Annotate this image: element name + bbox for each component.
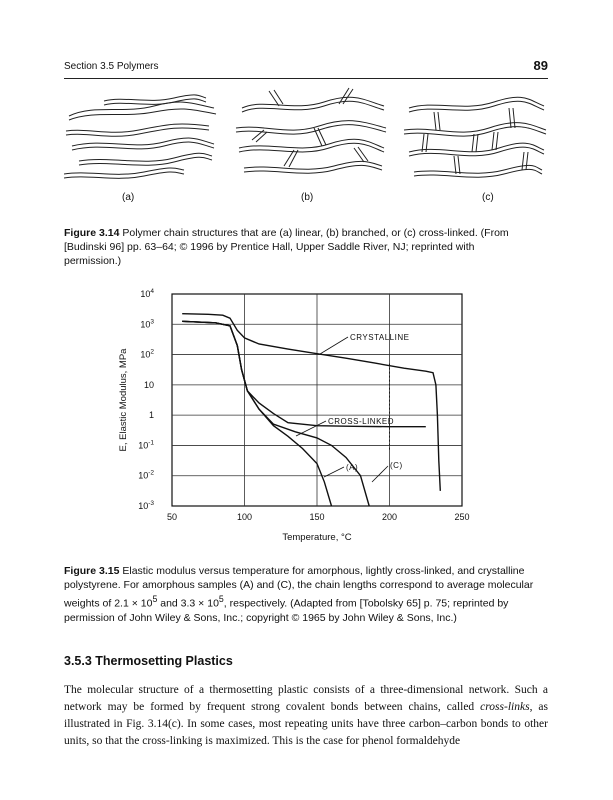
series-label-1: CROSS-LINKED xyxy=(328,417,395,426)
y-tick-label: $10^{-3}$ xyxy=(138,500,154,511)
body-paragraph xyxy=(64,682,548,750)
series-line-2 xyxy=(182,321,331,506)
y-tick-label: $10^3$ xyxy=(140,318,154,330)
x-tick-label: 200 xyxy=(381,512,398,522)
y-tick-label: 10 xyxy=(143,379,154,390)
leader-cross-linked xyxy=(296,421,326,436)
figure-3-15-caption-exp-2: 5 xyxy=(218,594,224,604)
figure-3-15-caption-text-3: , respectively. (Adapted from [Tobolsky 65] p. 75; reprinted by permission of John Wiley & Sons, Inc.; copyright © 1965 by John Wiley & Sons, Inc.) xyxy=(64,597,509,624)
figure-3-14-caption xyxy=(64,226,534,268)
x-tick-label: 150 xyxy=(309,512,325,522)
chart-labels xyxy=(118,333,409,543)
leader-crystalline xyxy=(320,337,348,354)
x-tick-label: 250 xyxy=(454,512,470,522)
x-axis-label: Temperature, °C xyxy=(282,532,352,543)
x-tick-label: 50 xyxy=(166,512,178,522)
polymer-chain-structures-figure xyxy=(64,86,548,206)
figure-3-15-caption-exp-1: 5 xyxy=(152,594,158,604)
section-label: Section 3.5 Polymers xyxy=(64,61,159,72)
body-term-cross-links: cross-links xyxy=(480,701,530,713)
figure-3-15-label: Figure 3.15 xyxy=(64,565,120,577)
y-tick-label: $10^2$ xyxy=(140,348,154,360)
page-number: 89 xyxy=(533,58,548,73)
section-heading: 3.5.3 Thermosetting Plastics xyxy=(64,654,233,668)
branched-chains-drawing xyxy=(236,88,386,173)
figure-3-15-caption xyxy=(64,564,534,625)
chart-ticks xyxy=(138,288,469,522)
series-label-0: CRYSTALLINE xyxy=(350,333,410,342)
sublabel-a: (a) xyxy=(122,192,135,203)
running-header xyxy=(64,60,548,79)
y-axis-label: E, Elastic Modulus, MPa xyxy=(118,348,129,452)
y-tick-label: 1 xyxy=(148,410,154,421)
body-text-1: The molecular structure of a thermosetting plastic consists of a three-dimensional network. Such a network may be formed by frequent strong covalent bonds between chains, called xyxy=(64,684,548,713)
y-tick-label: $10^4$ xyxy=(140,288,154,299)
series-label-3: (C) xyxy=(390,461,403,470)
figure-3-14-label: Figure 3.14 xyxy=(64,227,120,239)
body-text-2: , as illustrated in Fig. 3.14(c). In some cases, most repeating units have three carbon–carbon bonds to other units, so that the cross-linking is maximized. This is the case for phenol formaldehyde xyxy=(64,701,548,747)
figure-3-15-caption-text-2: and 3.3 × 10 xyxy=(157,597,219,610)
elastic-modulus-chart-svg xyxy=(110,282,500,552)
leader-c xyxy=(372,466,388,482)
figure-3-15-caption-text-1: Elastic modulus versus temperature for amorphous, lightly cross-linked, and crystalline polystyrene. For amorphous samples (A) and (C), the chain lengths correspond to average molecular weights of 2.1 × 10 xyxy=(64,565,534,610)
series-line-3 xyxy=(182,321,369,506)
y-tick-label: $10^{-2}$ xyxy=(138,469,154,481)
chart-grid xyxy=(172,294,462,506)
y-tick-label: $10^{-1}$ xyxy=(138,439,154,451)
cross-linked-chains-drawing xyxy=(404,97,546,177)
sublabel-c: (c) xyxy=(482,192,494,203)
sublabel-b: (b) xyxy=(301,192,314,203)
linear-chains-drawing xyxy=(64,95,216,178)
figure-3-14-caption-text: Polymer chain structures that are (a) linear, (b) branched, or (c) cross-linked. (From [Budinski 96] pp. 63–64; © 1996 by Prentice Hall, Upper Saddle River, NJ; reprinted with permission.) xyxy=(64,227,509,267)
elastic-modulus-chart xyxy=(110,282,500,552)
x-tick-label: 100 xyxy=(236,512,253,522)
series-label-2: (A) xyxy=(346,463,359,472)
chart-series xyxy=(182,314,440,506)
